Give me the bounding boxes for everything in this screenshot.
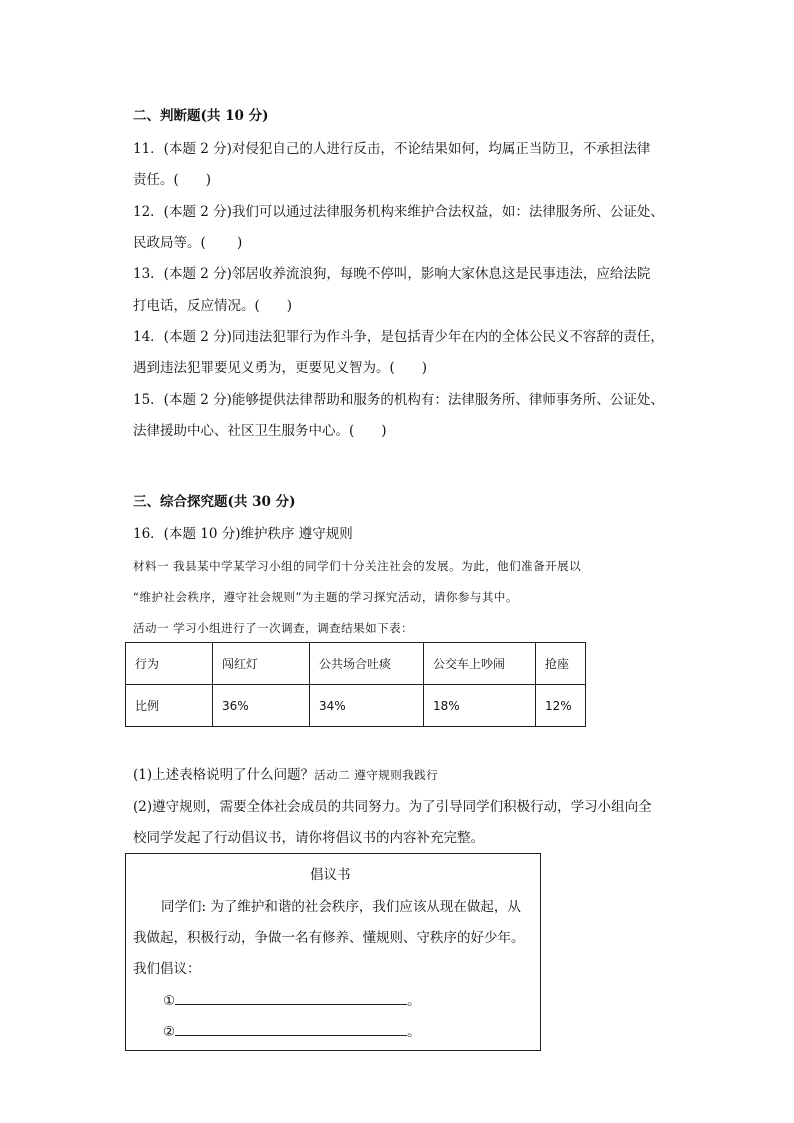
table-cell: 行为	[126, 643, 213, 685]
table-cell: 12%	[536, 685, 586, 727]
question-11-line2: 责任。( )	[133, 172, 212, 188]
table-cell: 公交车上吵闹	[424, 643, 536, 685]
table-cell: 闯红灯	[213, 643, 310, 685]
item-2-marker: ②	[163, 1024, 176, 1040]
proposal-title: 倡议书	[310, 867, 351, 883]
question-12-line1: 12．(本题 2 分)我们可以通过法律服务机构来维护合法权益，如：法律服务所、公证处、	[133, 204, 664, 220]
proposal-item-1	[163, 990, 421, 1011]
table-row	[126, 685, 586, 727]
proposal-item-2	[163, 1021, 421, 1042]
answer-blank-2[interactable]	[175, 1021, 407, 1036]
answer-blank-1[interactable]	[175, 990, 407, 1005]
survey-table	[125, 642, 586, 727]
material-1-line1: 材料一 我县某中学某学习小组的同学们十分关注社会的发展。为此，他们准备开展以	[133, 559, 582, 573]
activity-1-text: 活动一 学习小组进行了一次调查，调查结果如下表：	[133, 621, 414, 635]
section-heading-inquiry: 三、综合探究题(共 30 分)	[133, 494, 296, 510]
table-cell: 公共场合吐痰	[310, 643, 424, 685]
sub-question-1-text: (1)上述表格说明了什么问题？	[133, 767, 315, 783]
question-13-line2: 打电话，反应情况。( )	[133, 298, 293, 314]
item-1-marker: ①	[163, 993, 176, 1009]
table-cell: 抢座	[536, 643, 586, 685]
section-heading-judgment: 二、判断题(共 10 分)	[133, 108, 269, 124]
question-11-line1: 11．(本题 2 分)对侵犯自己的人进行反击，不论结果如何，均属正当防卫，不承担法律	[133, 141, 651, 157]
activity-2-text: 活动二 遵守规则我践行	[314, 768, 439, 782]
table-cell: 36%	[213, 685, 310, 727]
table-cell: 34%	[310, 685, 424, 727]
table-cell: 18%	[424, 685, 536, 727]
question-14-line1: 14．(本题 2 分)同违法犯罪行为作斗争，是包括青少年在内的全体公民义不容辞的责任，	[133, 329, 664, 345]
question-14-line2: 遇到违法犯罪要见义勇为，更要见义智为。( )	[133, 360, 428, 376]
proposal-body-line1: 同学们: 为了维护和谐的社会秩序，我们应该从现在做起，从	[161, 899, 521, 915]
item-2-end: 。	[407, 1024, 421, 1040]
question-16-title: 16．(本题 10 分)维护秩序 遵守规则	[133, 526, 353, 542]
question-12-line2: 民政局等。( )	[133, 235, 243, 251]
question-13-line1: 13．(本题 2 分)邻居收养流浪狗，每晚不停叫，影响大家休息这是民事违法，应给法院	[133, 266, 651, 282]
question-15-line1: 15．(本题 2 分)能够提供法律帮助和服务的机构有：法律服务所、律师事务所、公证处、	[133, 392, 664, 408]
sub-question-2-line1: (2)遵守规则，需要全体社会成员的共同努力。为了引导同学们积极行动，学习小组向全	[133, 799, 652, 815]
sub-question-2-line2: 校同学发起了行动倡议书，请你将倡议书的内容补充完整。	[133, 830, 484, 846]
table-cell: 比例	[126, 685, 213, 727]
question-15-line2: 法律援助中心、社区卫生服务中心。( )	[133, 423, 387, 439]
table-row	[126, 643, 586, 685]
proposal-call: 我们倡议：	[133, 961, 201, 977]
material-1-line2: “维护社会秩序，遵守社会规则”为主题的学习探究活动，请你参与其中。	[133, 590, 518, 604]
proposal-body-line2: 我做起，积极行动，争做一名有修养、懂规则、守秩序的好少年。	[133, 930, 525, 946]
item-1-end: 。	[407, 993, 421, 1009]
sub-question-1	[133, 765, 438, 785]
